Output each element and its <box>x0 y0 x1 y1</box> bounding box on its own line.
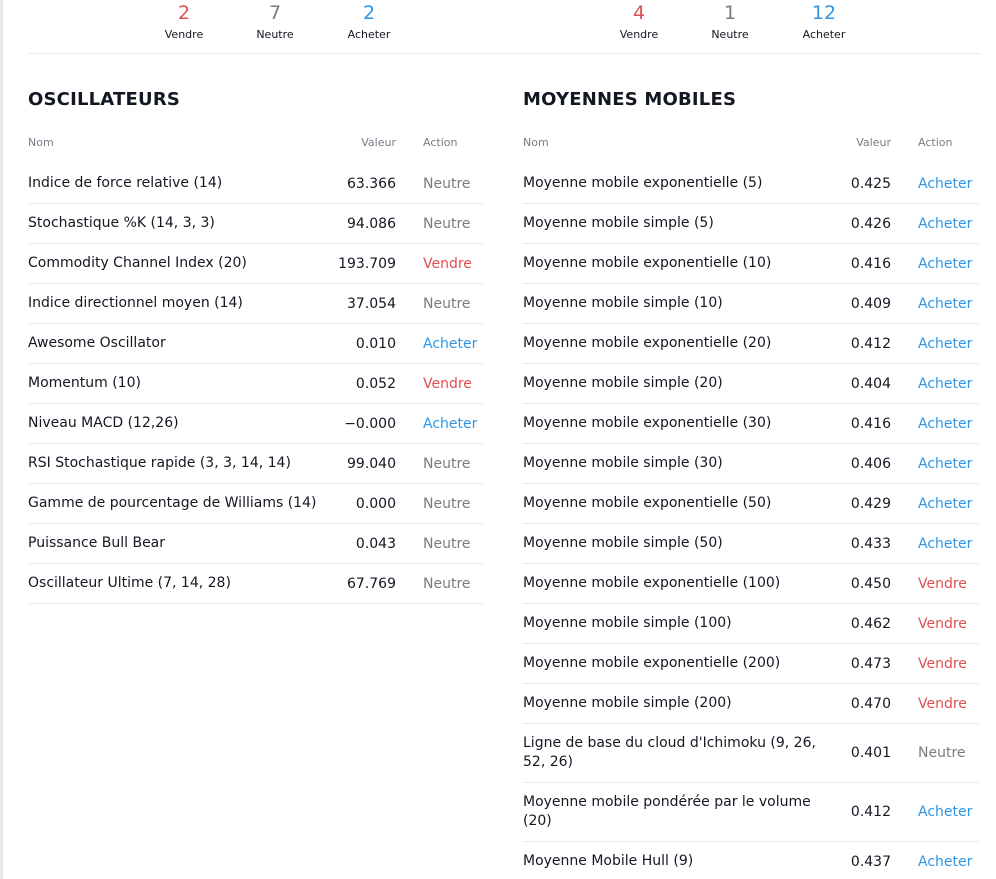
indicator-value: 0.416 <box>850 415 891 432</box>
column-header-name: Nom <box>523 136 549 149</box>
table-row <box>28 404 484 444</box>
summary-buy-label: Acheter <box>347 28 391 41</box>
table-header <box>28 122 484 164</box>
indicator-action: Vendre <box>918 615 967 632</box>
indicator-action: Acheter <box>423 335 478 352</box>
table-row <box>28 564 484 604</box>
indicator-name: Niveau MACD (12,26) <box>28 415 179 431</box>
indicator-value: 0.425 <box>850 175 891 192</box>
summary-neutral-label: Neutre <box>711 28 749 41</box>
indicator-action: Neutre <box>423 575 471 592</box>
indicator-action: Acheter <box>918 455 973 472</box>
table-row <box>523 324 979 364</box>
table-row <box>523 404 979 444</box>
indicator-value: 0.433 <box>850 535 891 552</box>
indicator-action: Vendre <box>918 695 967 712</box>
table-row <box>523 564 979 604</box>
table-row <box>523 644 979 684</box>
summary-neutral <box>235 0 315 42</box>
indicator-name: Gamme de pourcentage de Williams (14) <box>28 495 317 511</box>
table-row <box>523 164 979 204</box>
indicator-action: Acheter <box>918 495 973 512</box>
indicator-action: Acheter <box>918 175 973 192</box>
column-header-action: Action <box>423 136 458 149</box>
indicator-name: Commodity Channel Index (20) <box>28 255 247 271</box>
indicator-name: Moyenne mobile simple (200) <box>523 695 732 711</box>
indicator-value: 0.412 <box>850 804 891 820</box>
oscillators-table-body <box>28 164 484 604</box>
indicator-name: Indice de force relative (14) <box>28 175 223 191</box>
indicator-action: Acheter <box>918 255 973 272</box>
indicator-action: Neutre <box>423 455 471 472</box>
indicator-action: Acheter <box>918 215 973 232</box>
summary-buy-label: Acheter <box>802 28 846 41</box>
summary-neutral-label: Neutre <box>256 28 294 41</box>
table-row <box>28 524 484 564</box>
moving-averages-table-body <box>523 164 979 879</box>
summary-neutral-count: 1 <box>723 2 737 24</box>
summary-buy <box>329 0 409 42</box>
indicator-value: 94.086 <box>347 215 396 232</box>
indicator-value: 0.437 <box>850 853 891 870</box>
indicator-name: Moyenne mobile simple (30) <box>523 455 723 471</box>
indicator-value: 0.426 <box>850 215 891 232</box>
panel-title: MOYENNES MOBILES <box>523 89 737 110</box>
indicator-name: Stochastique %K (14, 3, 3) <box>28 215 215 231</box>
indicator-value: 63.366 <box>347 175 396 192</box>
indicator-name: Moyenne mobile exponentielle (200) <box>523 655 781 671</box>
summary-sell <box>599 0 679 42</box>
indicator-name: Moyenne Mobile Hull (9) <box>523 853 694 869</box>
indicator-value: 0.043 <box>355 535 396 552</box>
indicator-value: 37.054 <box>347 295 396 312</box>
table-row <box>523 604 979 644</box>
indicator-action: Acheter <box>918 335 973 352</box>
table-row <box>28 244 484 284</box>
table-row <box>28 324 484 364</box>
indicator-name: Moyenne mobile simple (5) <box>523 215 714 231</box>
indicator-name: Puissance Bull Bear <box>28 535 166 551</box>
table-row <box>523 484 979 524</box>
moving-averages-panel <box>523 88 979 879</box>
indicator-action: Acheter <box>918 295 973 312</box>
table-row <box>523 364 979 404</box>
indicator-name: Moyenne mobile exponentielle (30) <box>523 415 772 431</box>
table-row <box>28 364 484 404</box>
indicator-value: 0.416 <box>850 255 891 272</box>
indicator-name: Moyenne mobile simple (50) <box>523 535 723 551</box>
indicator-name: Moyenne mobile exponentielle (20) <box>523 335 772 351</box>
indicator-action: Vendre <box>918 575 967 592</box>
indicator-value: 0.401 <box>850 745 891 761</box>
indicator-value: 0.010 <box>355 335 396 352</box>
indicator-value: 0.429 <box>850 495 891 512</box>
indicator-action: Neutre <box>423 495 471 512</box>
table-row <box>523 244 979 284</box>
table-row <box>523 284 979 324</box>
indicator-value: 0.473 <box>850 655 891 672</box>
indicator-action: Vendre <box>423 375 472 392</box>
summary-neutral <box>690 0 770 42</box>
column-header-action: Action <box>918 136 953 149</box>
indicator-name: Oscillateur Ultime (7, 14, 28) <box>28 575 231 591</box>
table-row <box>523 783 979 842</box>
indicator-value: 0.000 <box>355 495 396 512</box>
indicator-value: 0.470 <box>850 695 891 712</box>
indicator-name: Moyenne mobile pondérée par le volume (20) <box>523 794 811 829</box>
indicator-name: Moyenne mobile exponentielle (50) <box>523 495 772 511</box>
summary-sell-label: Vendre <box>164 28 204 41</box>
column-header-name: Nom <box>28 136 54 149</box>
column-header-value: Valeur <box>361 136 396 149</box>
indicator-name: RSI Stochastique rapide (3, 3, 14, 14) <box>28 455 291 471</box>
indicator-value: 0.406 <box>850 455 891 472</box>
indicator-name: Indice directionnel moyen (14) <box>28 295 243 311</box>
indicator-name: Moyenne mobile simple (20) <box>523 375 723 391</box>
indicator-name: Moyenne mobile exponentielle (10) <box>523 255 772 271</box>
indicator-action: Vendre <box>423 255 472 272</box>
table-row <box>523 524 979 564</box>
table-row <box>28 484 484 524</box>
table-row <box>28 284 484 324</box>
indicator-value: −0.000 <box>344 415 396 432</box>
table-header <box>523 122 979 164</box>
summary-sell-count: 4 <box>632 2 646 24</box>
indicator-value: 0.404 <box>850 375 891 392</box>
summary-sell-count: 2 <box>177 2 191 24</box>
indicator-name: Moyenne mobile exponentielle (5) <box>523 175 763 191</box>
table-row <box>523 444 979 484</box>
indicator-action: Acheter <box>423 415 478 432</box>
indicator-action: Acheter <box>918 853 973 870</box>
indicator-action: Acheter <box>918 535 973 552</box>
indicator-value: 193.709 <box>338 255 396 272</box>
indicator-name: Moyenne mobile exponentielle (100) <box>523 575 781 591</box>
summary-strip <box>28 0 981 54</box>
indicator-value: 99.040 <box>347 455 396 472</box>
indicator-value: 67.769 <box>347 575 396 592</box>
indicator-name: Awesome Oscillator <box>28 335 166 351</box>
indicator-action: Acheter <box>918 375 973 392</box>
summary-neutral-count: 7 <box>268 2 282 24</box>
table-row <box>523 684 979 724</box>
table-row <box>28 164 484 204</box>
summary-buy <box>784 0 864 42</box>
indicator-name: Moyenne mobile simple (10) <box>523 295 723 311</box>
summary-sell-label: Vendre <box>619 28 659 41</box>
indicator-action: Vendre <box>918 655 967 672</box>
indicator-action: Acheter <box>918 804 973 820</box>
indicator-action: Neutre <box>423 175 471 192</box>
indicator-action: Neutre <box>423 535 471 552</box>
summary-sell <box>144 0 224 42</box>
indicator-value: 0.462 <box>850 615 891 632</box>
indicator-name: Ligne de base du cloud d'Ichimoku (9, 26, 52, 26) <box>523 735 816 770</box>
table-row <box>523 842 979 879</box>
indicator-name: Momentum (10) <box>28 375 141 391</box>
summary-buy-count: 2 <box>362 2 376 24</box>
indicator-action: Neutre <box>918 745 966 761</box>
oscillators-panel <box>28 88 484 604</box>
indicator-value: 0.409 <box>850 295 891 312</box>
summary-buy-count: 12 <box>811 2 837 24</box>
indicator-value: 0.450 <box>850 575 891 592</box>
indicator-value: 0.412 <box>850 335 891 352</box>
table-row <box>28 444 484 484</box>
table-row <box>523 204 979 244</box>
indicator-name: Moyenne mobile simple (100) <box>523 615 732 631</box>
panel-title: OSCILLATEURS <box>28 89 181 110</box>
indicator-action: Neutre <box>423 295 471 312</box>
column-header-value: Valeur <box>856 136 891 149</box>
table-row <box>523 724 979 783</box>
indicator-action: Acheter <box>918 415 973 432</box>
indicator-value: 0.052 <box>355 375 396 392</box>
table-row <box>28 204 484 244</box>
indicator-action: Neutre <box>423 215 471 232</box>
